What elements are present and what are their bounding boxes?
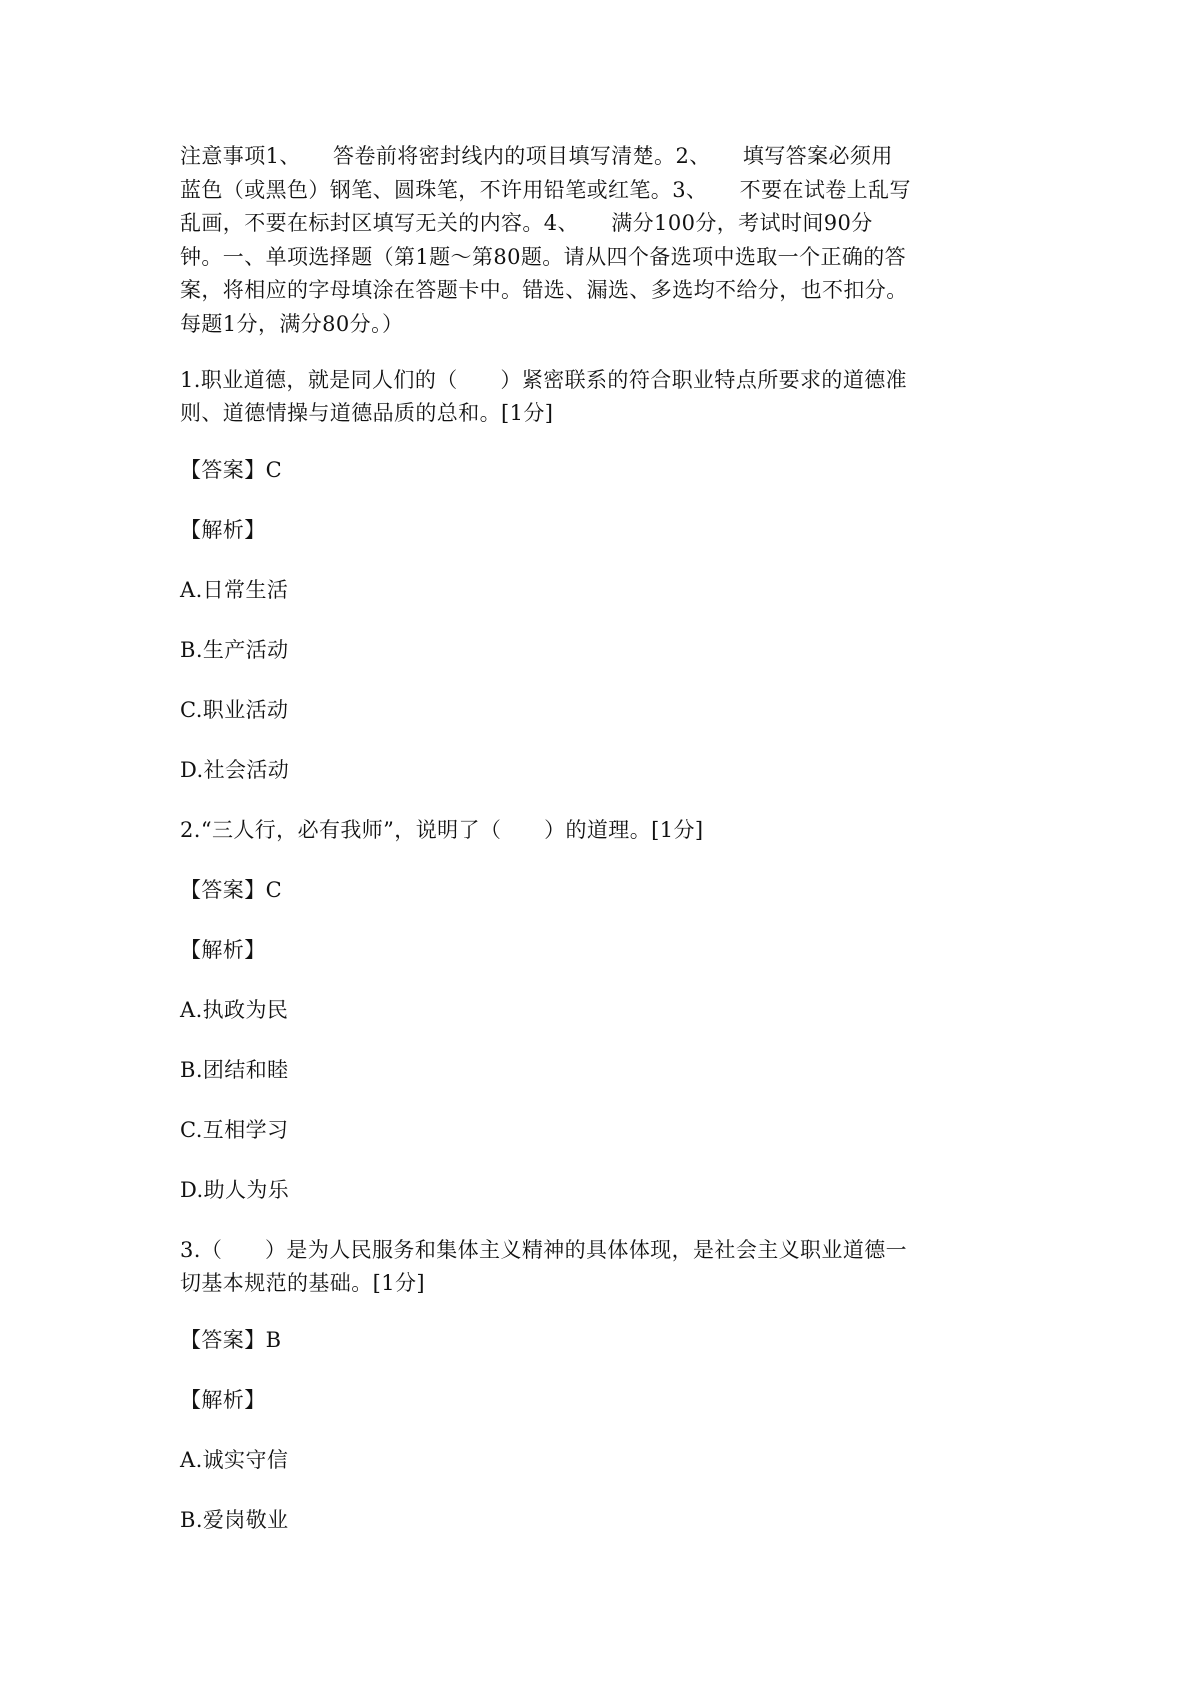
question-1-option-c: C.职业活动	[180, 698, 289, 722]
question-2-option-b: B.团结和睦	[180, 1058, 289, 1082]
question-1-option-a: A.日常生活	[180, 578, 289, 602]
question-3-option-b: B.爱岗敬业	[180, 1508, 289, 1532]
question-1-analysis: 【解析】	[180, 518, 266, 542]
notice-line: 案，将相应的字母填涂在答题卡中。错选、漏选、多选均不给分，也不扣分。	[180, 278, 908, 302]
question-2-answer: 【答案】C	[180, 878, 283, 902]
question-1-answer: 【答案】C	[180, 458, 283, 482]
question-1-option-b: B.生产活动	[180, 638, 289, 662]
question-2-option-a: A.执政为民	[180, 998, 289, 1022]
question-2-analysis: 【解析】	[180, 938, 266, 962]
question-2-option-d: D.助人为乐	[180, 1178, 290, 1202]
notice-line: 乱画，不要在标封区填写无关的内容。4、 满分100分，考试时间90分	[180, 211, 873, 235]
question-2-option-c: C.互相学习	[180, 1118, 289, 1142]
question-1-stem: 则、道德情操与道德品质的总和。[1分]	[180, 401, 554, 425]
question-1-option-d: D.社会活动	[180, 758, 290, 782]
question-3-stem: 3.（ ）是为人民服务和集体主义精神的具体体现，是社会主义职业道德一	[180, 1238, 908, 1262]
notice-line: 蓝色（或黑色）钢笔、圆珠笔，不许用铅笔或红笔。3、 不要在试卷上乱写	[180, 178, 911, 202]
question-3-option-a: A.诚实守信	[180, 1448, 289, 1472]
notice-line: 钟。一、单项选择题（第1题～第80题。请从四个备选项中选取一个正确的答	[180, 245, 907, 269]
question-3-stem: 切基本规范的基础。[1分]	[180, 1271, 425, 1295]
question-3-answer: 【答案】B	[180, 1328, 282, 1352]
question-3-analysis: 【解析】	[180, 1388, 266, 1412]
notice-line: 每题1分，满分80分。）	[180, 312, 404, 336]
question-1-stem: 1.职业道德，就是同人们的（ ）紧密联系的符合职业特点所要求的道德准	[180, 368, 908, 392]
question-2-stem: 2.“三人行，必有我师”，说明了（ ）的道理。[1分]	[180, 818, 704, 842]
notice-line: 注意事项1、 答卷前将密封线内的项目填写清楚。2、 填写答案必须用	[180, 144, 893, 168]
